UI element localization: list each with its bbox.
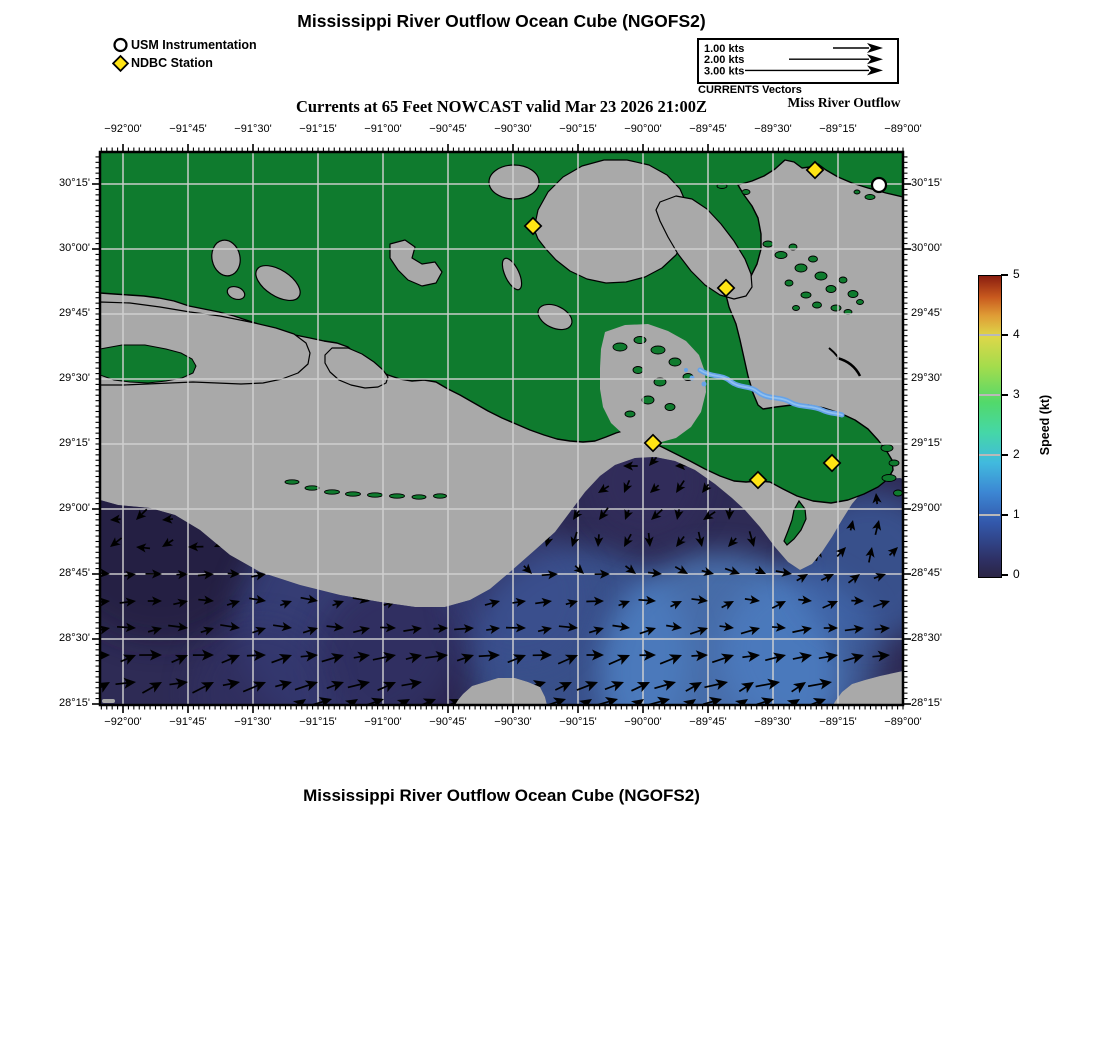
arrow-tail — [691, 599, 701, 600]
lat-tick-label: 29°30' — [911, 372, 942, 384]
arrow-tail — [94, 572, 103, 573]
lat-tick-label: 28°45' — [911, 567, 942, 579]
arrow-tail — [117, 627, 129, 628]
lat-tick-label: 29°45' — [59, 307, 90, 319]
page-title: Mississippi River Outflow Ocean Cube (NGOFS2) — [297, 11, 706, 31]
lat-tick-label: 29°00' — [59, 502, 90, 514]
lat-tick-label: 28°30' — [911, 632, 942, 644]
colorbar-tick-label: 2 — [1013, 447, 1020, 461]
lon-tick-label: −90°00' — [624, 716, 662, 728]
colorbar-tick — [1001, 394, 1008, 396]
arrow-tail — [486, 629, 493, 630]
lat-tick-label: 28°45' — [59, 567, 90, 579]
lat-tick-label: 30°15' — [911, 177, 942, 189]
colorbar-gridline — [979, 394, 1000, 396]
lon-tick-label: −92°00' — [104, 123, 142, 135]
arrow-tail — [143, 548, 150, 549]
arrow-tail — [639, 600, 650, 601]
colorbar — [978, 275, 1002, 578]
arrow-tail — [327, 626, 338, 627]
arrow-tail — [798, 600, 805, 601]
vector-scale-box — [697, 38, 899, 84]
lat-tick-label: 29°00' — [911, 502, 942, 514]
lon-tick-label: −89°30' — [754, 123, 792, 135]
arrow-tail — [691, 656, 699, 657]
lat-tick-label: 28°15' — [911, 697, 942, 709]
colorbar-tick-label: 1 — [1013, 507, 1020, 521]
colorbar-tick — [1001, 514, 1008, 516]
map-canvas — [84, 136, 920, 736]
lat-tick-label: 28°15' — [59, 697, 90, 709]
lon-tick-label: −91°15' — [299, 123, 337, 135]
plot-subtitle: Currents at 65 Feet NOWCAST valid Mar 23 2026 21:00Z — [295, 97, 708, 116]
arrow-tail — [872, 656, 881, 657]
lon-tick-label: −91°00' — [364, 716, 402, 728]
bottom-caption: Mississippi River Outflow Ocean Cube (NGOFS2) — [303, 786, 700, 805]
vector-scale-caption: CURRENTS Vectors — [698, 84, 802, 96]
lon-tick-label: −90°30' — [494, 123, 532, 135]
colorbar-gridline — [979, 334, 1000, 336]
lon-tick-label: −90°15' — [559, 716, 597, 728]
arrow-tail — [649, 533, 650, 540]
lon-tick-label: −92°00' — [104, 716, 142, 728]
lat-tick-label: 29°15' — [59, 437, 90, 449]
arrow-tail — [559, 626, 571, 627]
arrow-tail — [479, 656, 492, 657]
lat-tick-label: 28°30' — [59, 632, 90, 644]
lon-tick-label: −91°00' — [364, 123, 402, 135]
arrow-tail — [720, 626, 728, 627]
vector-scale-arrowhead — [867, 54, 883, 64]
colorbar-tick — [1001, 274, 1008, 276]
lon-tick-label: −90°15' — [559, 123, 597, 135]
lon-tick-label: −91°45' — [169, 716, 207, 728]
lat-tick-label: 29°30' — [59, 372, 90, 384]
arrow-tail — [454, 629, 467, 630]
vector-scale-arrows — [699, 40, 892, 77]
arrow-tail — [772, 627, 779, 628]
circle-marker-icon — [115, 39, 127, 51]
colorbar-tick — [1001, 334, 1008, 336]
lon-tick-label: −90°45' — [429, 123, 467, 135]
lon-tick-label: −90°00' — [624, 123, 662, 135]
vector-scale-arrowhead — [867, 65, 883, 75]
lon-tick-label: −89°45' — [689, 716, 727, 728]
arrow-tail — [648, 572, 655, 573]
vector-scale-label: 3.00 kts — [704, 65, 745, 77]
lon-tick-label: −89°00' — [884, 123, 922, 135]
lat-tick-label: 29°15' — [911, 437, 942, 449]
lat-tick-label: 30°00' — [59, 242, 90, 254]
legend-ndbc-label: NDBC Station — [131, 56, 213, 70]
colorbar-gridline — [979, 454, 1000, 456]
lat-tick-label: 30°15' — [59, 177, 90, 189]
lon-tick-label: −90°30' — [494, 716, 532, 728]
lon-tick-label: −91°30' — [234, 716, 272, 728]
colorbar-axis-label: Speed (kt) — [1038, 394, 1052, 456]
lon-tick-label: −91°45' — [169, 123, 207, 135]
lon-tick-label: −89°30' — [754, 716, 792, 728]
arrow-tail — [542, 575, 551, 576]
lon-tick-label: −89°15' — [819, 716, 857, 728]
arrow-tail — [875, 629, 883, 630]
colorbar-tick-label: 5 — [1013, 267, 1020, 281]
arrow-tail — [120, 602, 129, 603]
lon-tick-label: −89°45' — [689, 123, 727, 135]
arrow-tail — [198, 600, 207, 601]
lat-tick-label: 29°45' — [911, 307, 942, 319]
lon-tick-label: −91°30' — [234, 123, 272, 135]
colorbar-tick-label: 3 — [1013, 387, 1020, 401]
bottom-left-shoal — [102, 699, 115, 703]
vector-scale-arrowhead — [867, 43, 883, 53]
colorbar-gridline — [979, 514, 1000, 516]
lon-tick-label: −90°45' — [429, 716, 467, 728]
region-annotation: Miss River Outflow — [787, 95, 901, 110]
usm-instrumentation-marker — [872, 178, 886, 192]
arrow-tail — [198, 575, 207, 576]
lat-tick-label: 30°00' — [911, 242, 942, 254]
usm-circle-symbol — [112, 37, 130, 54]
lon-tick-label: −91°15' — [299, 716, 337, 728]
colorbar-tick-label: 0 — [1013, 567, 1020, 581]
arrow-tail — [512, 602, 519, 603]
lon-tick-label: −89°15' — [819, 123, 857, 135]
arrow-tail — [742, 656, 751, 657]
lon-tick-label: −89°00' — [884, 716, 922, 728]
vector-scale-label: 2.00 kts — [704, 54, 745, 67]
diamond-marker-icon — [113, 56, 128, 71]
lake-maurepas — [489, 165, 539, 199]
arrow-tail — [745, 599, 753, 600]
ndbc-diamond-symbol — [112, 54, 130, 73]
colorbar-tick — [1001, 454, 1008, 456]
colorbar-tick — [1001, 574, 1008, 576]
legend-usm-label: USM Instrumentation — [131, 38, 257, 52]
arrow-tail — [301, 656, 310, 657]
colorbar-tick-label: 4 — [1013, 327, 1020, 341]
vector-scale-label: 1.00 kts — [704, 43, 745, 55]
